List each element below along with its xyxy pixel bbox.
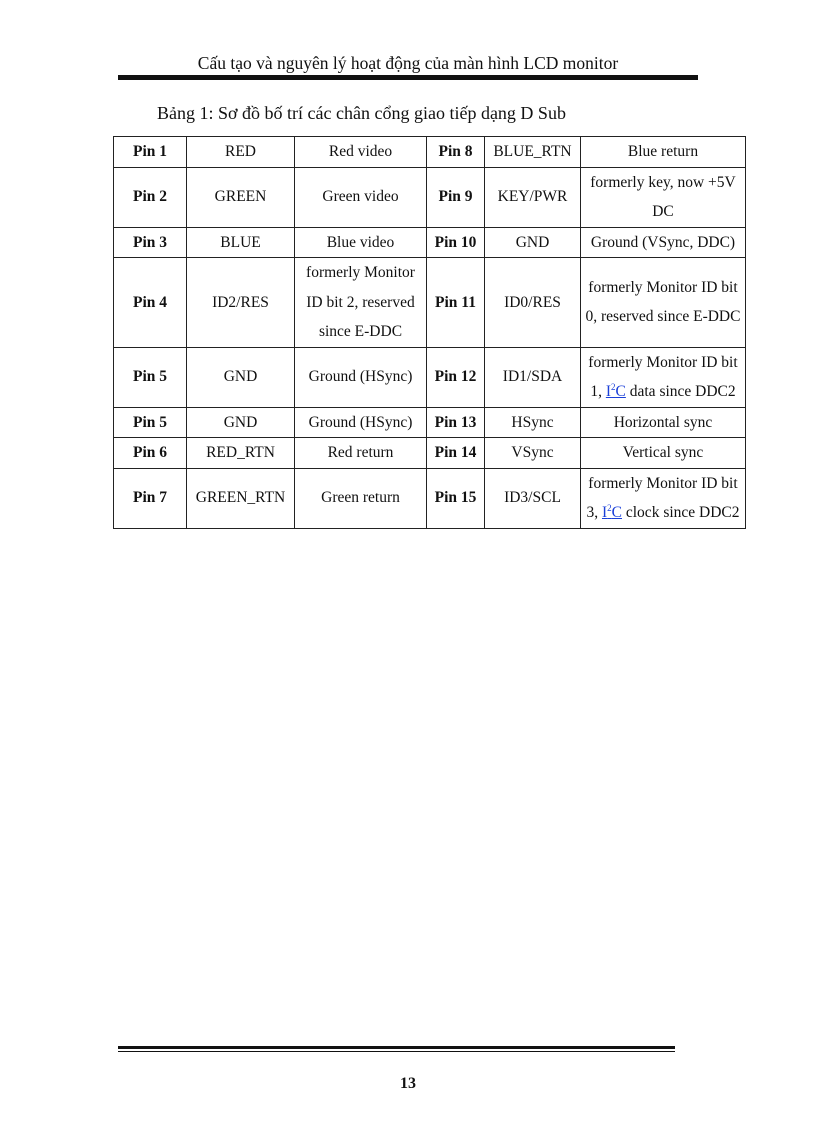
- pin-number-cell: Pin 11: [427, 258, 485, 348]
- pin-number-cell: Pin 2: [114, 167, 187, 227]
- signal-description-cell: Red return: [295, 438, 427, 469]
- signal-name-cell: ID2/RES: [187, 258, 295, 348]
- i2c-link-letter: I: [601, 504, 608, 521]
- signal-description-cell: Horizontal sync: [581, 407, 746, 438]
- signal-name-cell: GREEN_RTN: [187, 468, 295, 528]
- signal-description-cell: Ground (HSync): [295, 407, 427, 438]
- header-rule: [118, 75, 698, 80]
- i2c-link-letter: C: [611, 504, 622, 521]
- pin-number-cell: Pin 7: [114, 468, 187, 528]
- i2c-link[interactable]: [602, 504, 622, 521]
- signal-description-cell: Vertical sync: [581, 438, 746, 469]
- pin-number-cell: Pin 1: [114, 137, 187, 168]
- signal-description-cell: [581, 468, 746, 528]
- description-text: clock since DDC2: [625, 504, 740, 521]
- table-row: [114, 227, 746, 258]
- signal-name-cell: GND: [485, 227, 581, 258]
- signal-description-cell: Ground (HSync): [295, 347, 427, 407]
- signal-description-cell: formerly Monitor ID bit 2, reserved since E-DDC: [295, 258, 427, 348]
- signal-description-cell: formerly Monitor ID bit 0, reserved since E-DDC: [581, 258, 746, 348]
- table-row: [114, 438, 746, 469]
- signal-name-cell: BLUE_RTN: [485, 137, 581, 168]
- signal-name-cell: RED: [187, 137, 295, 168]
- description-text: data since DDC2: [629, 383, 736, 400]
- signal-description-cell: Green video: [295, 167, 427, 227]
- signal-name-cell: ID1/SDA: [485, 347, 581, 407]
- signal-name-cell: BLUE: [187, 227, 295, 258]
- table-row: [114, 468, 746, 528]
- i2c-link-superscript: 2: [611, 381, 616, 392]
- pin-number-cell: Pin 5: [114, 347, 187, 407]
- signal-name-cell: GREEN: [187, 167, 295, 227]
- table-row: [114, 258, 746, 348]
- signal-name-cell: KEY/PWR: [485, 167, 581, 227]
- signal-description-cell: [581, 347, 746, 407]
- signal-name-cell: GND: [187, 347, 295, 407]
- pin-number-cell: Pin 10: [427, 227, 485, 258]
- pin-number-cell: Pin 3: [114, 227, 187, 258]
- signal-description-cell: Red video: [295, 137, 427, 168]
- table-caption: Bảng 1: Sơ đồ bố trí các chân cổng giao tiếp dạng D Sub: [157, 103, 566, 123]
- signal-name-cell: ID0/RES: [485, 258, 581, 348]
- description-text: formerly Monitor ID bit 3,: [586, 474, 738, 521]
- i2c-link-superscript: 2: [607, 502, 612, 513]
- signal-name-cell: HSync: [485, 407, 581, 438]
- page-header-title: Cấu tạo và nguyên lý hoạt động của màn hình LCD monitor: [197, 53, 619, 73]
- pin-number-cell: Pin 14: [427, 438, 485, 469]
- footer-rule: [118, 1046, 675, 1049]
- pin-number-cell: Pin 9: [427, 167, 485, 227]
- i2c-link-letter: C: [615, 383, 626, 400]
- pin-number-cell: Pin 12: [427, 347, 485, 407]
- signal-description-cell: formerly key, now +5V DC: [581, 167, 746, 227]
- pin-number-cell: Pin 5: [114, 407, 187, 438]
- signal-description-cell: Blue return: [581, 137, 746, 168]
- table-row: [114, 137, 746, 168]
- description-text: formerly Monitor ID bit 1,: [588, 353, 738, 400]
- signal-name-cell: GND: [187, 407, 295, 438]
- signal-description-cell: Ground (VSync, DDC): [581, 227, 746, 258]
- pin-number-cell: Pin 8: [427, 137, 485, 168]
- table-row: [114, 347, 746, 407]
- pin-number-cell: Pin 4: [114, 258, 187, 348]
- signal-name-cell: ID3/SCL: [485, 468, 581, 528]
- page-number: 13: [400, 1075, 416, 1092]
- i2c-link[interactable]: [606, 383, 626, 400]
- pin-number-cell: Pin 13: [427, 407, 485, 438]
- i2c-link-letter: I: [605, 383, 612, 400]
- footer-rule-thin: [118, 1051, 675, 1052]
- signal-description-cell: Green return: [295, 468, 427, 528]
- signal-name-cell: VSync: [485, 438, 581, 469]
- signal-name-cell: RED_RTN: [187, 438, 295, 469]
- table-row: [114, 167, 746, 227]
- table-row: [114, 407, 746, 438]
- pinout-table: [113, 136, 746, 529]
- pin-number-cell: Pin 6: [114, 438, 187, 469]
- signal-description-cell: Blue video: [295, 227, 427, 258]
- pin-number-cell: Pin 15: [427, 468, 485, 528]
